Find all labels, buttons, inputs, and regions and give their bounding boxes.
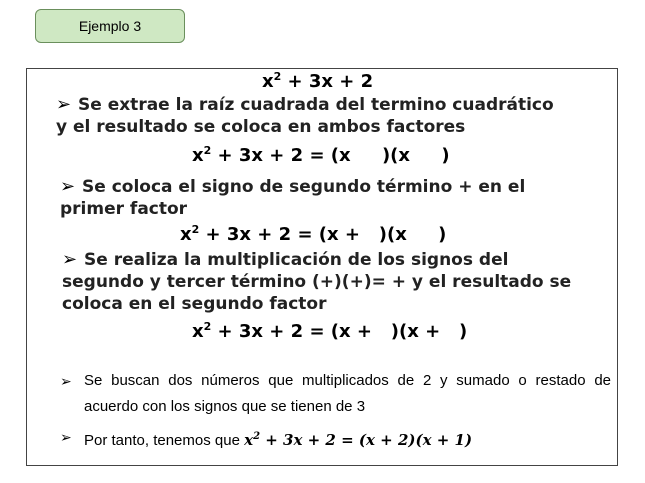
arrow-bullet-icon: ➢ (60, 176, 76, 197)
step3-line1: Se realiza la multiplicación de los signos del (84, 250, 509, 270)
step3-line2: segundo y tercer término (+)(+)= + y el resultado se (62, 272, 572, 292)
step3-line3: coloca en el segundo factor (62, 294, 327, 314)
arrow-bullet-icon: ➢ (62, 249, 78, 270)
final-factorization: $x^2 + 3x + 2 = (x + 2)(x + 1)$ (244, 431, 473, 449)
equation-step2: $x^2 + 3x + 2 = (x + )(x$ ) (180, 223, 447, 245)
title-equation: $x^2 + 3x + 2$ (262, 70, 374, 92)
bullet1-text: Se buscan dos números que multiplicados de 2 y sumado o restado de acuerdo con los signos que se tienen de 3 (84, 372, 611, 415)
step2-line2: primer factor (60, 199, 188, 219)
arrow-bullet-icon: ➢ (56, 94, 72, 115)
equation-step3: $x^2 + 3x + 2 = (x + )(x$ + ) (192, 320, 468, 342)
equation-step1: $x^2 + 3x + 2 = (x$ )(x ) (192, 144, 450, 166)
step1-line1: Se extrae la raíz cuadrada del termino cuadrático (78, 95, 554, 115)
example-tag-label: Ejemplo 3 (78, 18, 142, 34)
step2-line1: Se coloca el signo de segundo término + en el (82, 177, 526, 197)
bullet2-text: Por tanto, tenemos que $x^2 + 3x + 2 = (x + 2)(x + 1)$ (84, 431, 473, 449)
arrow-bullet-icon: ➢ (60, 429, 72, 445)
arrow-bullet-icon: ➢ (60, 373, 72, 389)
step1-line2: y el resultado se coloca en ambos factores (56, 117, 466, 137)
example-tag (35, 9, 185, 43)
